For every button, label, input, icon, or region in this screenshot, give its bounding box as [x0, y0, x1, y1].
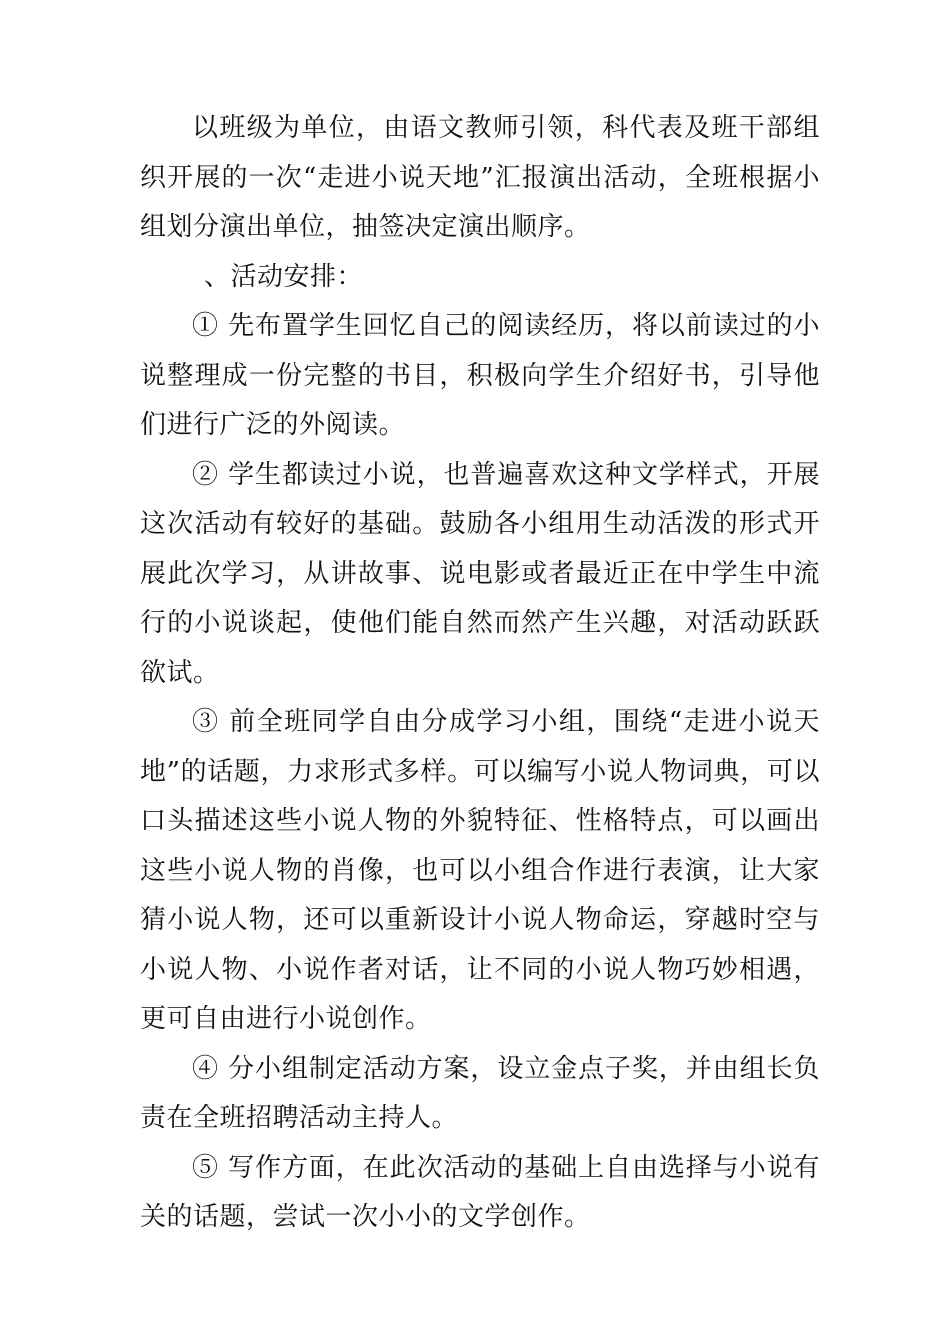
- paragraph-item-5: ⑤ 写作方面，在此次活动的基础上自由选择与小说有关的话题，尝试一次小小的文学创作。: [140, 1152, 820, 1232]
- document-body: [140, 104, 820, 1243]
- section-heading-activity-arrangement: 、活动安排：: [204, 261, 364, 292]
- paragraph-item-2: ② 学生都读过小说，也普遍喜欢这种文学样式，开展这次活动有较好的基础。鼓励各小组用生动活泼的形式开展此次学习，从讲故事、说电影或者最近正在中学生中流行的小说谈起，使他们能自然而然产生兴趣，对活动跃跃欲试。: [140, 459, 820, 688]
- paragraph-item-4: ④ 分小组制定活动方案，设立金点子奖，并由组长负责在全班招聘活动主持人。: [140, 1053, 820, 1133]
- paragraph-intro: 以班级为单位，由语文教师引领，科代表及班干部组织开展的一次“走进小说天地”汇报演出活动，全班根据小组划分演出单位，抽签决定演出顺序。: [140, 113, 820, 242]
- paragraph-item-1: ① 先布置学生回忆自己的阅读经历，将以前读过的小说整理成一份完整的书目，积极向学生介绍好书，引导他们进行广泛的外阅读。: [140, 311, 820, 440]
- paragraph-item-3: ③ 前全班同学自由分成学习小组，围绕“走进小说天地”的话题，力求形式多样。可以编写小说人物词典，可以口头描述这些小说人物的外貌特征、性格特点，可以画出这些小说人物的肖像，也可以小组合作进行表演，让大家猜小说人物，还可以重新设计小说人物命运，穿越时空与小说人物、小说作者对话，让不同的小说人物巧妙相遇，更可自由进行小说创作。: [140, 707, 820, 1034]
